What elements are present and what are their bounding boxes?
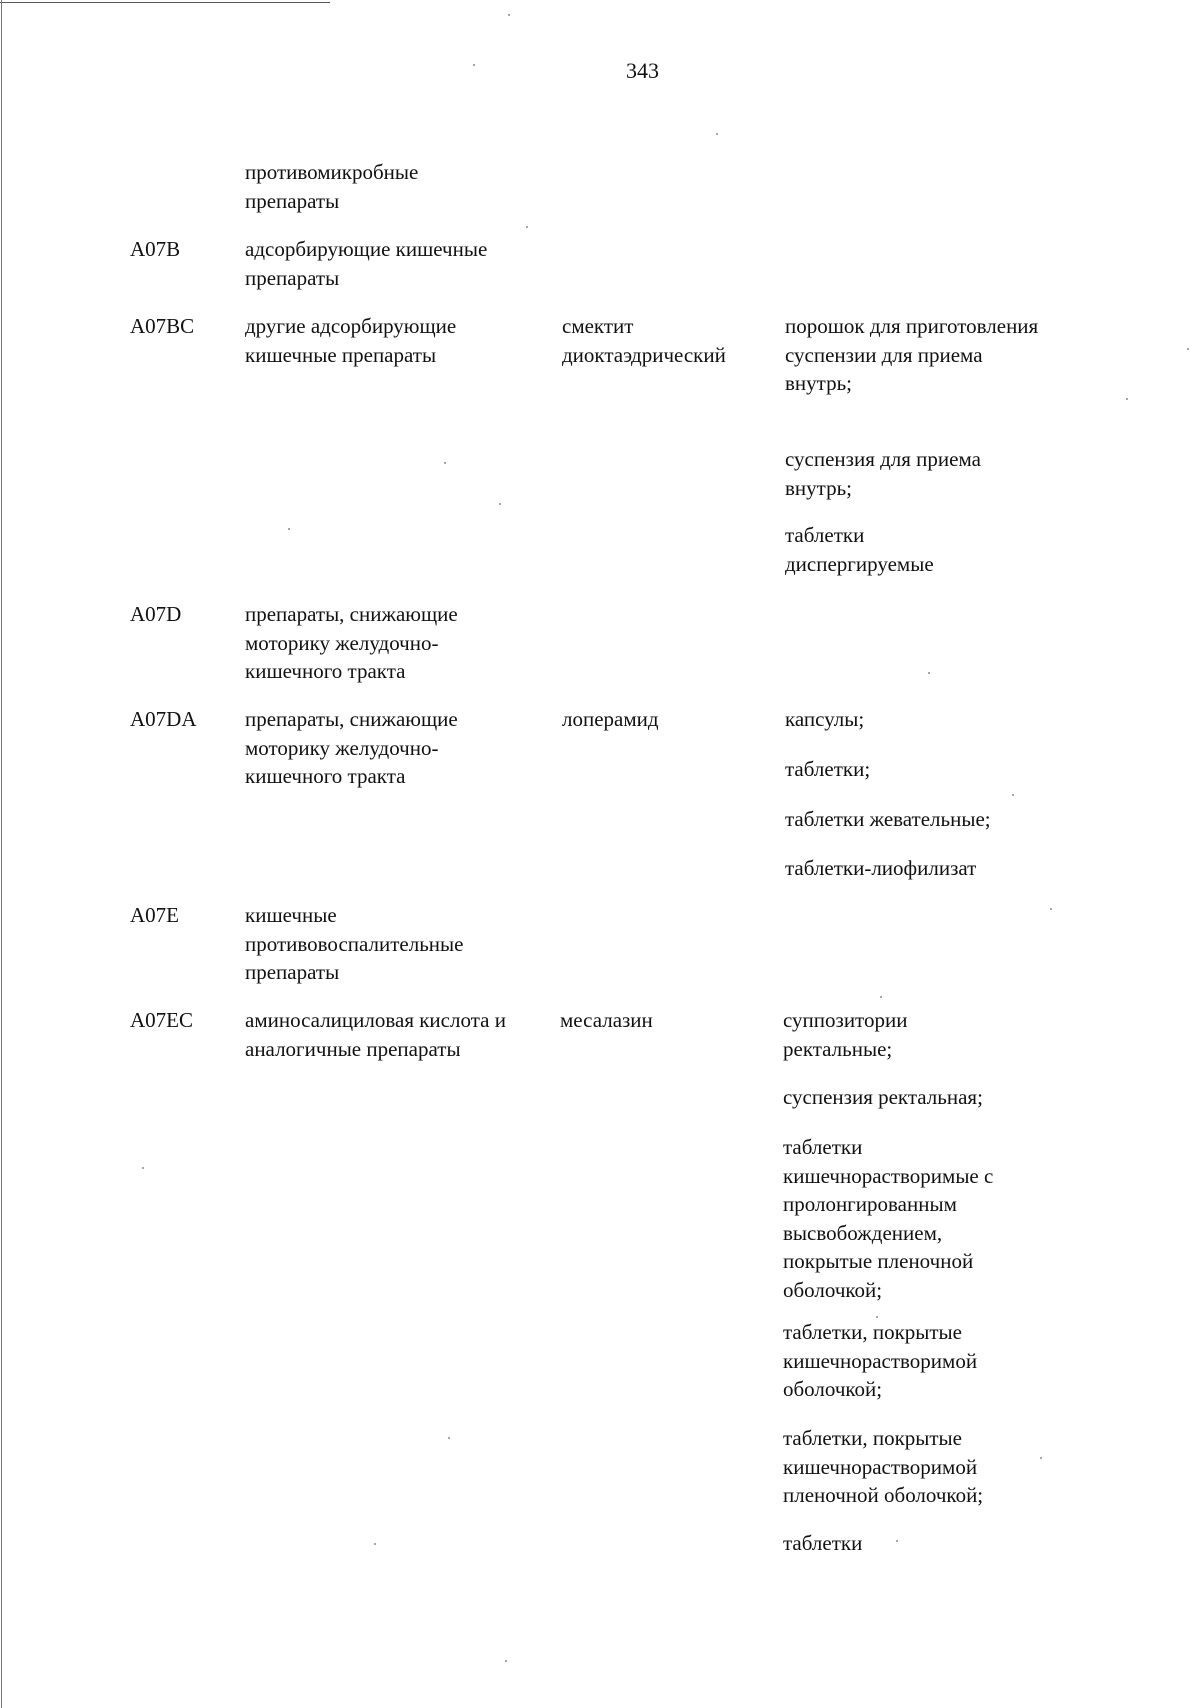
scan-speck [1012,794,1014,796]
drug-name: смектит диоктаэдрический [562,314,726,367]
scan-speck [716,133,718,135]
dosage-form: таблетки жевательные; [785,807,991,831]
atc-group-name: другие адсорбирующие кишечные препараты [245,314,457,367]
scan-speck [1187,348,1189,350]
scan-speck [880,996,882,998]
dosage-form: таблетки диспергируемые [785,523,934,576]
scan-speck [448,1437,450,1439]
scan-speck [505,1660,507,1662]
scan-speck [876,1316,878,1318]
scan-speck [1040,1457,1042,1459]
dosage-form: таблетки, покрытые кишечнорастворимой пленочной оболочкой; [783,1426,984,1507]
page-number: 343 [626,58,659,83]
drug-name: месалазин [560,1008,653,1032]
dosage-form: суспензия ректальная; [783,1085,983,1109]
atc-code: A07EC [130,1008,193,1032]
scan-speck [288,528,290,530]
atc-code: A07DA [130,707,197,731]
dosage-form: капсулы; [785,707,865,731]
scan-speck [928,672,930,674]
dosage-form: порошок для приготовления суспензии для приема внутрь; [785,314,1039,395]
dosage-form: таблетки-лиофилизат [785,856,977,880]
atc-code: A07B [130,237,181,261]
atc-code: A07D [130,602,182,626]
dosage-form: таблетки; [785,757,871,781]
atc-group-name: препараты, снижающие моторику желудочно-кишечного тракта [245,707,458,788]
atc-group-name: аминосалициловая кислота и аналогичные препараты [245,1008,506,1061]
dosage-form: таблетки, покрытые кишечнорастворимой оболочкой; [783,1320,978,1401]
scan-speck [896,1540,898,1542]
atc-code: A07E [130,903,179,927]
scan-speck [508,14,510,16]
dosage-form: суспензия для приема внутрь; [785,447,981,500]
scan-speck [1126,398,1128,400]
scan-speck [526,226,528,228]
drug-name: лоперамид [562,707,659,731]
atc-group-name: кишечные противовоспалительные препараты [245,903,464,984]
atc-code: A07BC [130,314,195,338]
scan-speck [473,64,475,66]
scan-edge-top [0,2,330,3]
scan-speck [444,462,446,464]
dosage-form: таблетки кишечнорастворимые с пролонгированным высвобождением, покрытые пленочной оболочкой; [783,1135,994,1302]
scan-speck [1050,908,1052,910]
dosage-form: суппозитории ректальные; [783,1008,908,1061]
dosage-form: таблетки [783,1531,863,1555]
scan-speck [374,1543,376,1545]
scan-speck [499,503,501,505]
atc-group-name: противомикробные препараты [245,160,419,213]
scan-speck [142,1167,144,1169]
atc-group-name: адсорбирующие кишечные препараты [245,237,488,290]
scan-edge-left [1,0,2,1708]
atc-group-name: препараты, снижающие моторику желудочно-кишечного тракта [245,602,458,683]
